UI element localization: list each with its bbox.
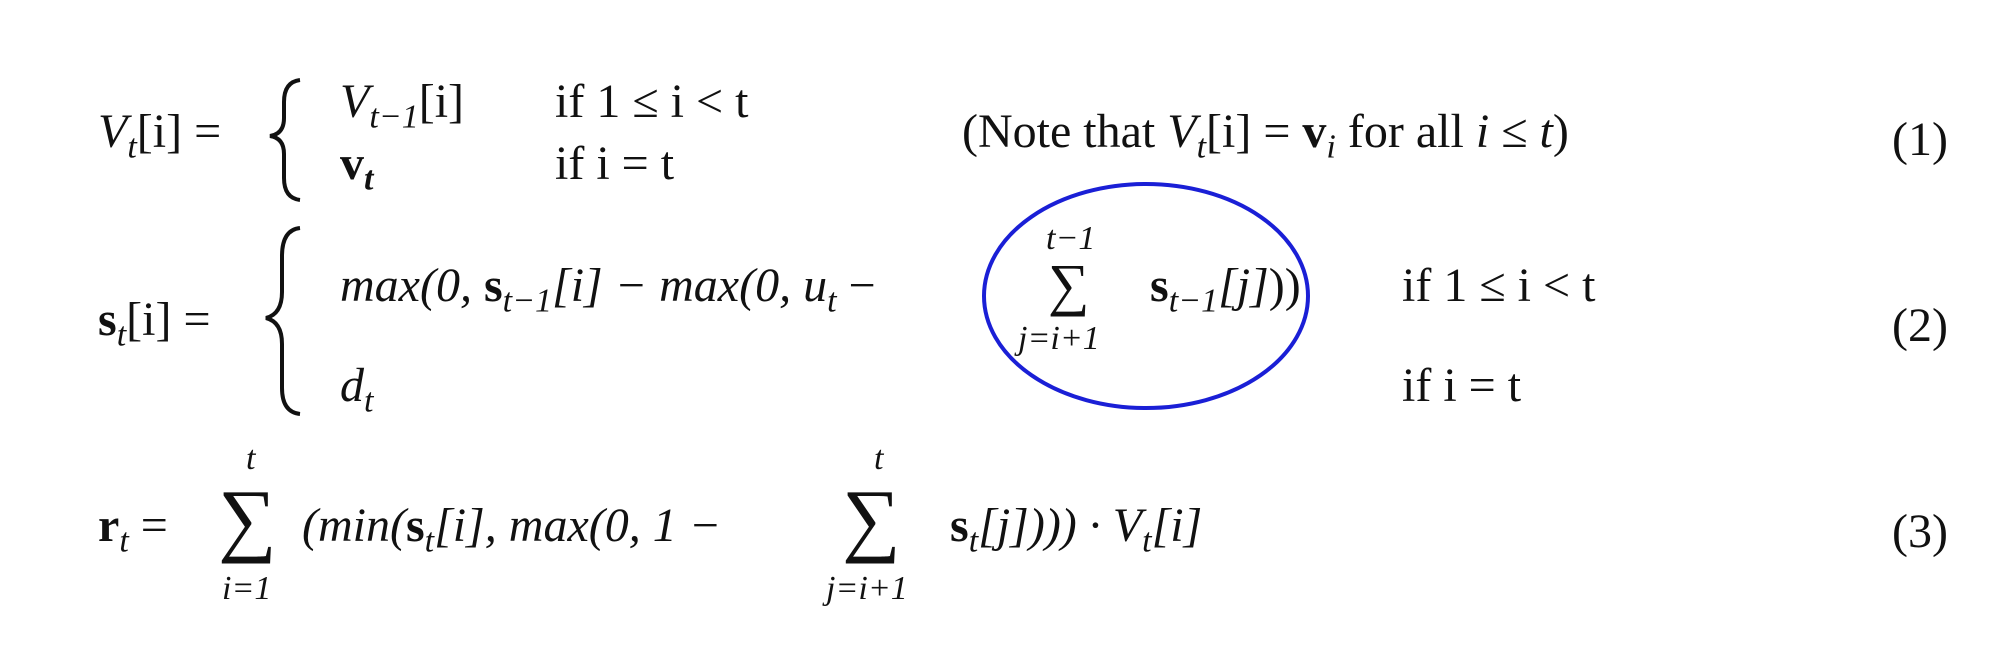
eq1-note: (Note that $V_t[i] = v_i$ for all i ≤ t): [962, 105, 1569, 166]
eq3-sum2-top: t: [874, 440, 884, 477]
eq3-sum1-bottom: i=1: [222, 570, 272, 607]
eq3-sum2-bottom: j=i+1: [826, 570, 908, 607]
eq2-case1-cond: if 1 ≤ i < t: [1402, 259, 1596, 312]
eq2-case2-cond: if i = t: [1402, 359, 1522, 412]
eq1-lhs: $V_t[i]$ =: [98, 105, 222, 166]
eq2-case2-expr: $d_t$: [340, 359, 374, 420]
eq3-sum1-top: t: [246, 440, 256, 477]
eq1-case2-expr: $v_t$: [340, 137, 374, 198]
eq1-case2-cond: if i = t: [555, 137, 675, 190]
eq1-case1-expr: $V_{t-1}[i]$: [340, 75, 465, 136]
eq3-sum2-sign: ∑: [842, 473, 901, 564]
eq2-sum-bottom: j=i+1: [1018, 320, 1100, 357]
eq3-body-a: ($\min(s_t[i]$, max(0, 1 −: [302, 499, 722, 560]
eq2-case1-expr: max(0, $s_{t-1}[i] - \max(0$, $u_t$ −: [340, 259, 876, 320]
eq3-number: (3): [1892, 505, 1948, 558]
eq1-case1-cond: if 1 ≤ i < t: [555, 75, 749, 128]
eq2-sum-top: t−1: [1046, 220, 1096, 257]
eq3-sum1-sign: ∑: [218, 473, 277, 564]
eq2-lhs: $s_t[i]$ =: [98, 293, 211, 354]
eq2-case1-sumterm: $s_{t-1}[j]$)): [1150, 259, 1301, 320]
eq1-number: (1): [1892, 113, 1948, 166]
eq3-lhs: $r_t$ =: [98, 499, 168, 560]
eq2-sum-sign: ∑: [1048, 252, 1090, 317]
eq3-body-b: $s_t[j]))) \cdot V_t[i]$: [950, 499, 1203, 560]
eq2-number: (2): [1892, 299, 1948, 352]
